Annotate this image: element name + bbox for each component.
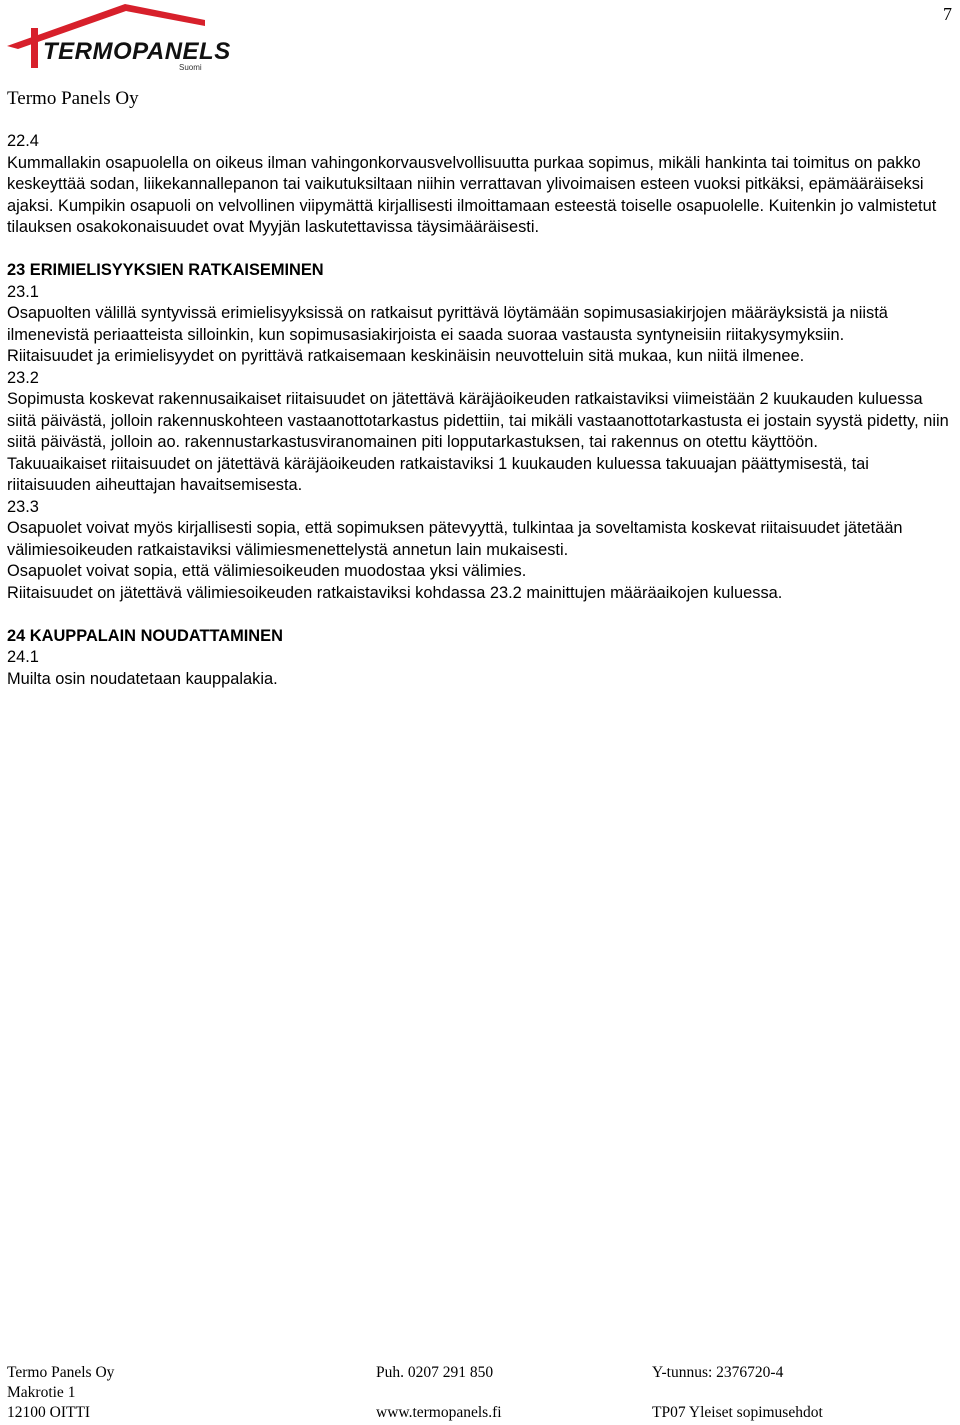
section-heading: 24 KAUPPALAIN NOUDATTAMINEN [7, 626, 283, 645]
page-number: 7 [943, 4, 952, 24]
paragraph: Kummallakin osapuolella on oikeus ilman vahingonkorvausvelvollisuutta purkaa sopimus, mikäli hankinta tai toimitus on pakko keskeyttää sodan, liikekannallepanon tai vaikutuksiltaan niihin verrattavan ylivoimaisen esteen vuoksi pitkäksi, epämääräiseksi ajaksi. Kumpikin osapuoli on velvollinen viipymättä kirjallisesti ilmoittamaan esteestä toiselle osapuolelle. Kuitenkin jo valmistetut tilauksen osakokonaisuudet ovat Myyjän laskutettavissa täysimääräisesti. [7, 153, 937, 236]
paragraph: Riitaisuudet on jätettävä välimiesoikeuden ratkaistaviksi kohdassa 23.2 mainittujen määräaikojen kuluessa. [7, 583, 783, 602]
section-number: 23.2 [7, 368, 39, 387]
paragraph: Osapuolten välillä syntyvissä erimielisyyksissä on ratkaisut pyrittävä löytämään sopimusasiakirjojen määräyksistä ja niistä ilmenevistä periaatteista silloinkin, kun sopimusasiakirjoista ei saada suoraa vastausta syntyneisiin riitakysymyksiin. [7, 304, 888, 344]
footer-website[interactable]: www.termopanels.fi [376, 1404, 502, 1421]
footer-company: Termo Panels Oy [7, 1364, 115, 1381]
paragraph: Muilta osin noudatetaan kauppalakia. [7, 669, 278, 688]
footer-business-id: Y-tunnus: 2376720-4 [652, 1364, 784, 1381]
section-number: 23.3 [7, 497, 39, 516]
footer-phone: Puh. 0207 291 850 [376, 1364, 494, 1381]
header-company: Termo Panels Oy [7, 88, 139, 109]
section-heading: 23 ERIMIELISYYKSIEN RATKAISEMINEN [7, 261, 324, 279]
paragraph: Riitaisuudet ja erimielisyydet on pyrittävä ratkaisemaan keskinäisin neuvotteluin sitä mukaa, kun niitä ilmenee. [7, 347, 805, 365]
section-number: 23.1 [7, 282, 39, 301]
paragraph: Osapuolet voivat myös kirjallisesti sopia, että sopimuksen pätevyyttä, tulkintaa ja soveltamista koskevat riitaisuudet jätetään välimiesoikeuden ratkaistaviksi välimiesmenettelystä annetun lain mukaisesti. [7, 519, 903, 559]
paragraph: Takuuaikaiset riitaisuudet on jätettävä käräjäoikeuden ratkaistaviksi 1 kuukauden kuluessa takuuajan päättymisestä, tai riitaisuuden aiheuttajan havaitsemisesta. [7, 454, 869, 494]
footer-city: 12100 OITTI [7, 1404, 91, 1421]
footer-street: Makrotie 1 [7, 1384, 76, 1401]
company-logo [5, 2, 231, 74]
logo-subtitle: Suomi [179, 63, 202, 72]
section-number: 22.4 [7, 132, 39, 150]
paragraph: Sopimusta koskevat rakennusaikaiset riitaisuudet on jätettävä käräjäoikeuden ratkaistaviksi viimeistään 2 kuukauden kuluessa siitä päivästä, jolloin rakennuskohteen vastaanottotarkastus pidettiin, tai mikäli vastaanottotarkastusta ei jostain syystä pidetty, niin siitä päivästä, jolloin ao. rakennustarkastusviranomainen piti lopputarkastuksen, tai rakennus on otettu käyttöön. [7, 390, 949, 451]
section-number: 24.1 [7, 648, 39, 666]
document-body [7, 131, 953, 690]
footer-document-code: TP07 Yleiset sopimusehdot [652, 1404, 823, 1421]
paragraph: Osapuolet voivat sopia, että välimiesoikeuden muodostaa yksi välimies. [7, 562, 527, 580]
logo-wordmark: TERMOPANELS [43, 38, 231, 65]
page-footer [7, 1363, 953, 1423]
